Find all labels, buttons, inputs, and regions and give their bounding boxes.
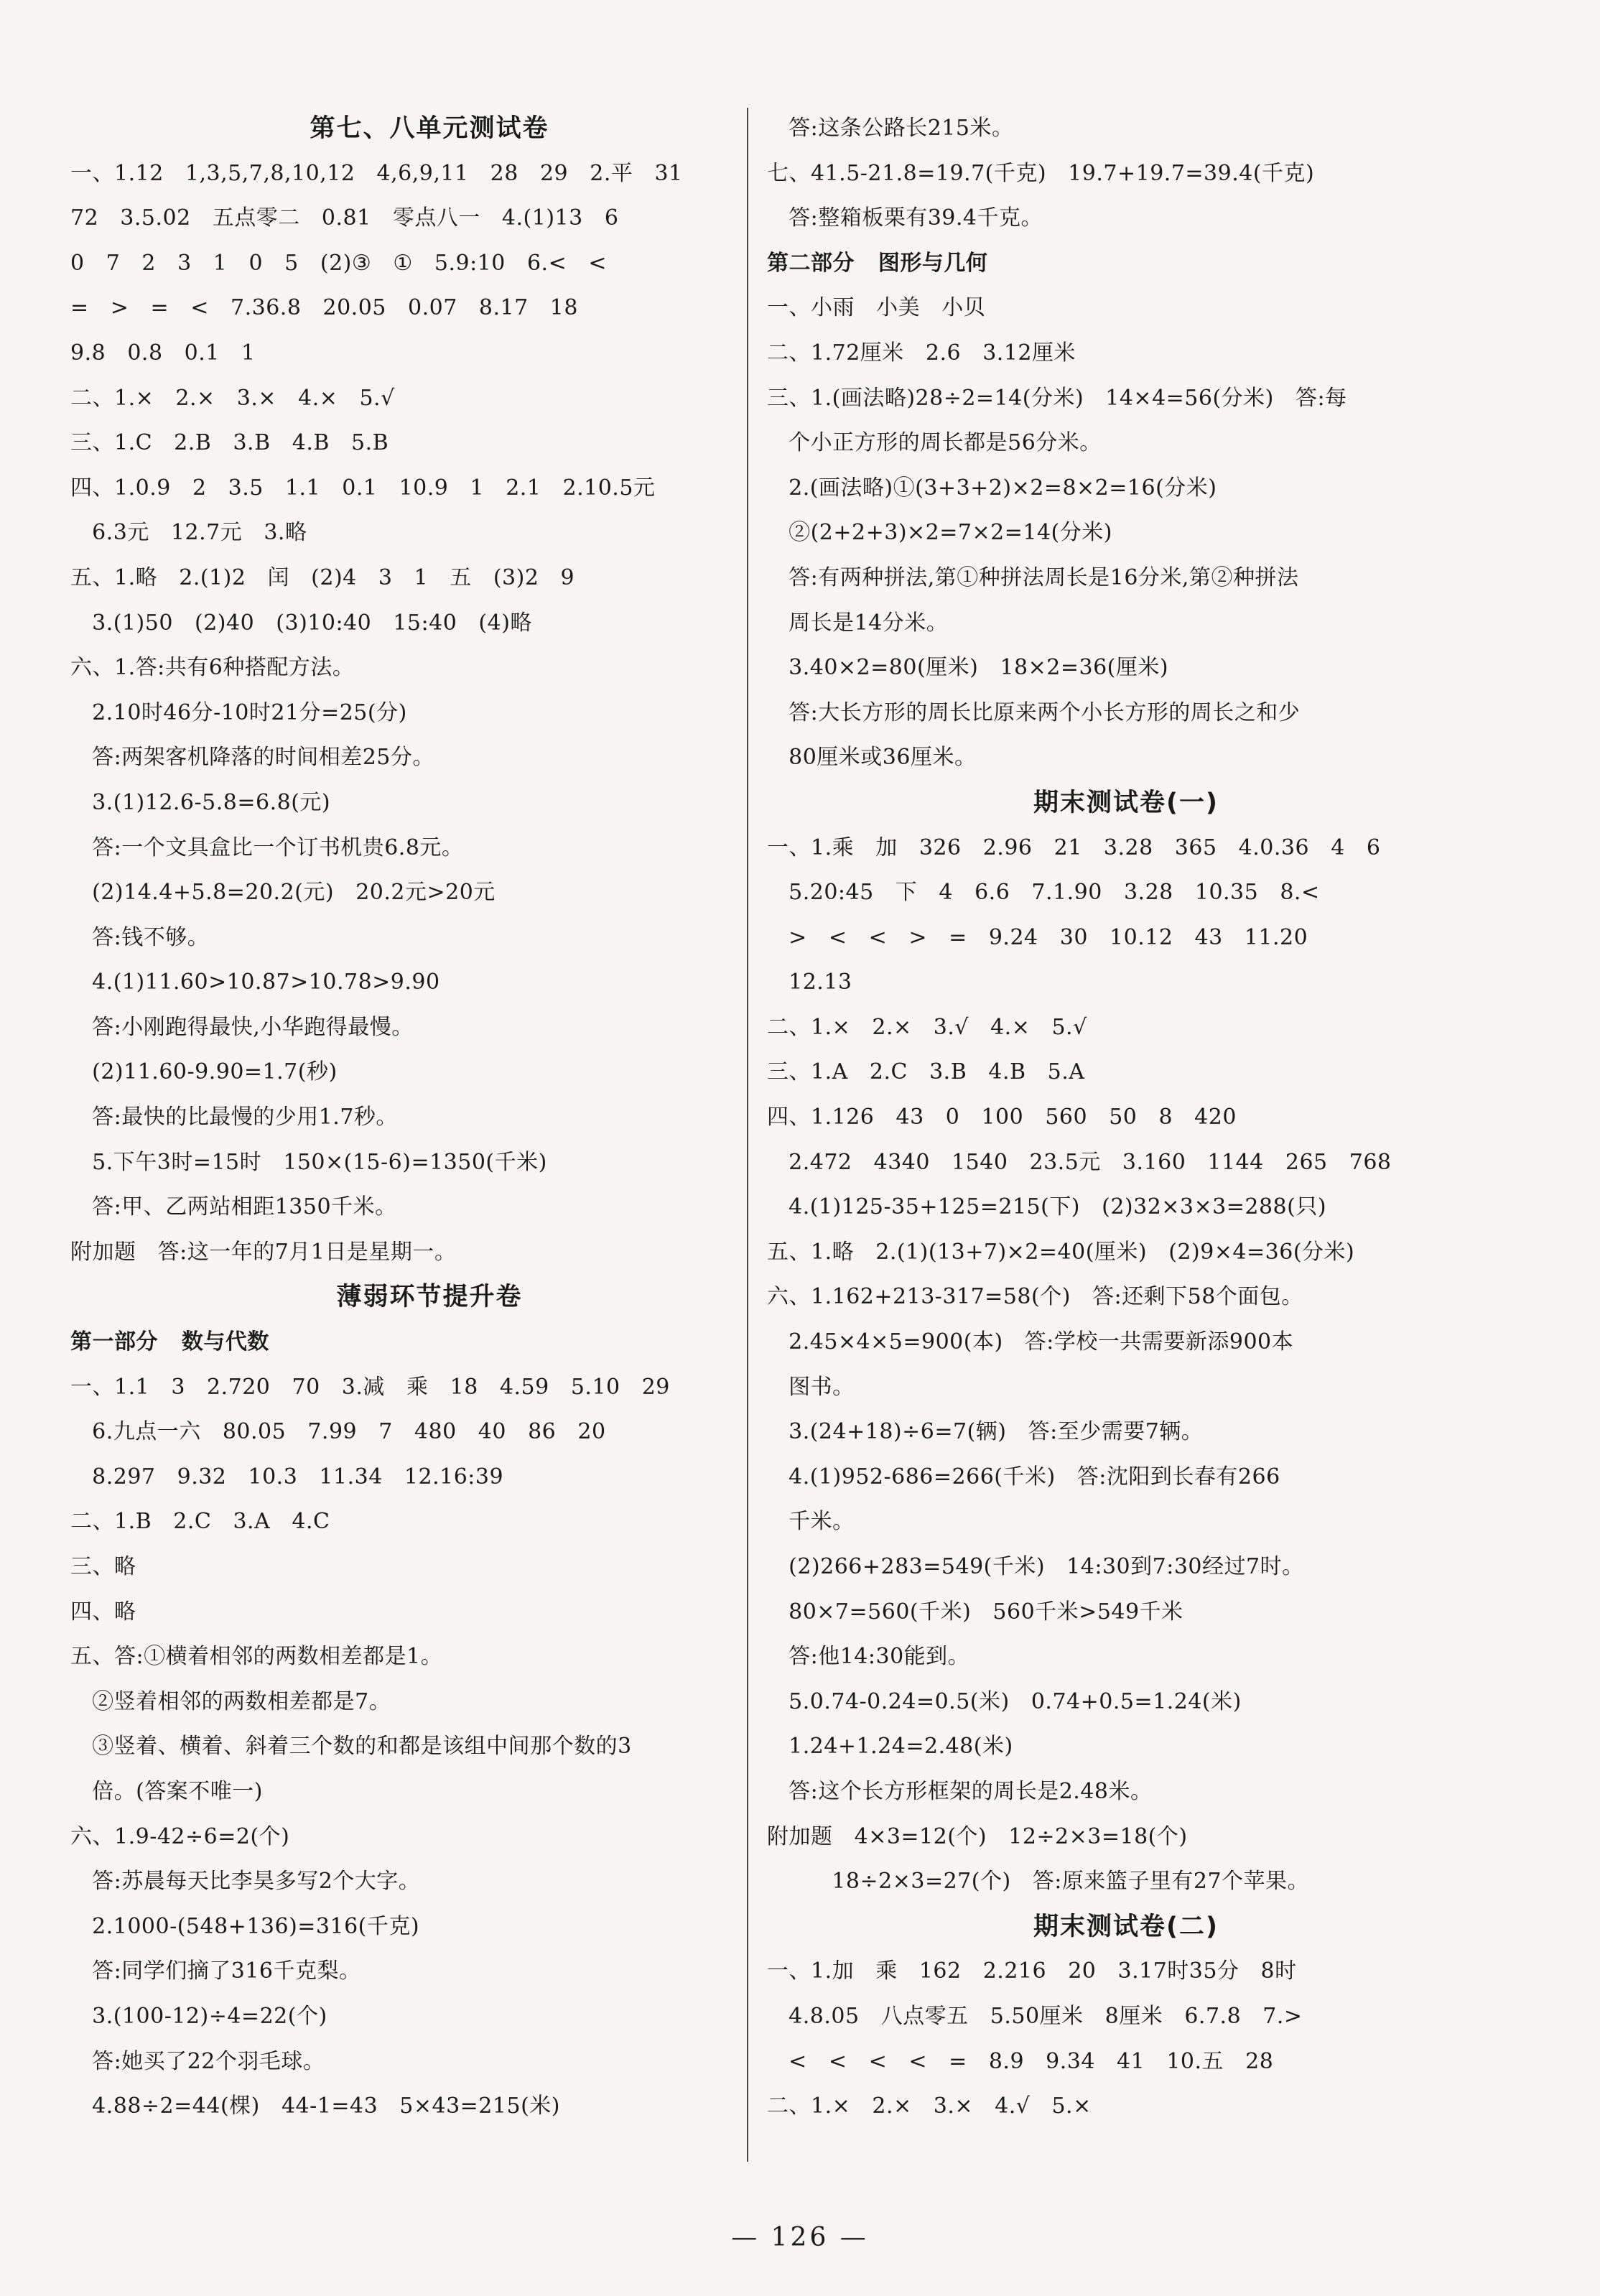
answer-line: 答:他14:30能到。	[767, 1644, 970, 1670]
answer-line: 答:整箱板栗有39.4千克。	[767, 205, 1043, 231]
answer-line: 五、1.略 2.(1)2 闰 (2)4 3 1 五 (3)2 9	[70, 564, 575, 590]
answer-line: 二、1.B 2.C 3.A 4.C	[70, 1509, 330, 1535]
answer-line: 附加题 4×3=12(个) 12÷2×3=18(个)	[767, 1823, 1188, 1849]
column-divider	[747, 108, 748, 2162]
answer-line: 答:有两种拼法,第①种拼法周长是16分米,第②种拼法	[767, 564, 1299, 590]
answer-line: 七、41.5-21.8=19.7(千克) 19.7+19.7=39.4(千克)	[767, 160, 1315, 186]
answer-line: 0 7 2 3 1 0 5 (2)③ ① 5.9:10 6.< <	[70, 250, 607, 276]
answer-line: 答:最快的比最慢的少用1.7秒。	[70, 1105, 398, 1130]
answer-line: 一、1.1 3 2.720 70 3.减 乘 18 4.59 5.10 29	[70, 1374, 670, 1400]
section-title: 第七、八单元测试卷	[310, 114, 549, 143]
answer-line: 答:这个长方形框架的周长是2.48米。	[767, 1778, 1153, 1804]
answer-line: 5.20:45 下 4 6.6 7.1.90 3.28 10.35 8.<	[767, 880, 1320, 906]
answer-line: 六、1.162+213-317=58(个) 答:还剩下58个面包。	[767, 1284, 1303, 1310]
answer-line: 三、略	[70, 1554, 136, 1579]
answer-line: 一、1.12 1,3,5,7,8,10,12 4,6,9,11 28 29 2.平 31	[70, 160, 683, 186]
left-column	[70, 106, 789, 2129]
answer-line: ②竖着相邻的两数相差都是7。	[70, 1688, 391, 1714]
answer-line: 二、1.72厘米 2.6 3.12厘米	[767, 340, 1076, 366]
answer-line: 8.297 9.32 10.3 11.34 12.16:39	[70, 1464, 504, 1489]
answer-line: (2)11.60-9.90=1.7(秒)	[70, 1059, 338, 1085]
answer-line: 周长是14分米。	[767, 610, 949, 636]
answer-line: 六、1.答:共有6种搭配方法。	[70, 655, 355, 681]
answer-line: 80×7=560(千米) 560千米>549千米	[767, 1599, 1183, 1625]
answer-line: 二、1.× 2.× 3.× 4.√ 5.×	[767, 2093, 1092, 2119]
answer-line: 六、1.9-42÷6=2(个)	[70, 1823, 290, 1849]
answer-line: 答:她买了22个羽毛球。	[70, 2048, 325, 2074]
answer-line: 一、1.乘 加 326 2.96 21 3.28 365 4.0.36 4 6	[767, 835, 1381, 860]
answer-line: 18÷2×3=27(个) 答:原来篮子里有27个苹果。	[767, 1869, 1310, 1895]
answer-line: > < < > = 9.24 30 10.12 43 11.20	[767, 924, 1308, 950]
answer-line: 6.九点一六 80.05 7.99 7 480 40 86 20	[70, 1419, 606, 1445]
answer-line: 4.8.05 八点零五 5.50厘米 8厘米 6.7.8 7.>	[767, 2003, 1303, 2029]
answer-line: 80厘米或36厘米。	[767, 745, 977, 771]
answer-line: 3.(24+18)÷6=7(辆) 答:至少需要7辆。	[767, 1419, 1204, 1445]
answer-line: 3.40×2=80(厘米) 18×2=36(厘米)	[767, 655, 1169, 681]
answer-line: 答:这条公路长215米。	[767, 116, 1014, 141]
answer-line: 四、1.0.9 2 3.5 1.1 0.1 10.9 1 2.1 2.10.5元	[70, 475, 656, 501]
answer-line: 图书。	[767, 1374, 855, 1400]
answer-line: (2)266+283=549(千米) 14:30到7:30经过7时。	[767, 1554, 1304, 1579]
answer-line: 五、1.略 2.(1)(13+7)×2=40(厘米) (2)9×4=36(分米)	[767, 1239, 1355, 1265]
answer-line: 答:两架客机降落的时间相差25分。	[70, 745, 434, 771]
answer-line: 3.(100-12)÷4=22(个)	[70, 2003, 327, 2029]
answer-line: 答:钱不够。	[70, 924, 210, 950]
section-title: 薄弱环节提升卷	[336, 1283, 523, 1312]
answer-line: 一、1.加 乘 162 2.216 20 3.17时35分 8时	[767, 1958, 1297, 1984]
answer-line: 1.24+1.24=2.48(米)	[767, 1734, 1013, 1760]
answer-line: 4.(1)952-686=266(千米) 答:沈阳到长春有266	[767, 1464, 1280, 1489]
answer-line: 2.(画法略)①(3+3+2)×2=8×2=16(分米)	[767, 475, 1217, 501]
answer-line: 千米。	[767, 1509, 855, 1535]
answer-line: 5.0.74-0.24=0.5(米) 0.74+0.5=1.24(米)	[767, 1688, 1242, 1714]
answer-line: 倍。(答案不唯一)	[70, 1778, 264, 1804]
answer-line: 4.(1)11.60>10.87>10.78>9.90	[70, 970, 440, 995]
answer-line: 附加题 答:这一年的7月1日是星期一。	[70, 1239, 457, 1265]
answer-line: 12.13	[767, 970, 852, 995]
answer-line: 4.(1)125-35+125=215(下) (2)32×3×3=288(只)	[767, 1194, 1327, 1220]
answer-line: 2.472 4340 1540 23.5元 3.160 1144 265 768	[767, 1149, 1392, 1175]
answer-line: 答:同学们摘了316千克梨。	[70, 1958, 361, 1984]
answer-line: 5.下午3时=15时 150×(15-6)=1350(千米)	[70, 1149, 547, 1175]
part-heading: 第二部分 图形与几何	[767, 250, 988, 276]
answer-line: 6.3元 12.7元 3.略	[70, 520, 307, 546]
answer-line: < < < < = 8.9 9.34 41 10.五 28	[767, 2048, 1274, 2074]
answer-line: 三、1.A 2.C 3.B 4.B 5.A	[767, 1059, 1085, 1085]
answer-line: 3.(1)12.6-5.8=6.8(元)	[70, 789, 331, 815]
answer-line: 二、1.× 2.× 3.× 4.× 5.√	[70, 385, 395, 411]
answer-line: 一、小雨 小美 小贝	[767, 295, 986, 321]
answer-line: 个小正方形的周长都是56分米。	[767, 430, 1102, 456]
answer-line: 三、1.C 2.B 3.B 4.B 5.B	[70, 430, 389, 456]
answer-line: 二、1.× 2.× 3.√ 4.× 5.√	[767, 1014, 1087, 1040]
answer-line: 答:大长方形的周长比原来两个小长方形的周长之和少	[767, 700, 1301, 725]
answer-line: 四、1.126 43 0 100 560 50 8 420	[767, 1105, 1237, 1130]
part-heading: 第一部分 数与代数	[70, 1329, 269, 1355]
answer-line: 2.45×4×5=900(本) 答:学校一共需要新添900本	[767, 1329, 1294, 1355]
answer-line: 四、略	[70, 1599, 136, 1625]
section-title: 期末测试卷(二)	[1033, 1912, 1219, 1941]
section-title: 期末测试卷(一)	[1033, 788, 1219, 817]
answer-line: 2.1000-(548+136)=316(千克)	[70, 1913, 420, 1939]
answer-line: 答:甲、乙两站相距1350千米。	[70, 1194, 397, 1220]
answer-line: ③竖着、横着、斜着三个数的和都是该组中间那个数的3	[70, 1734, 632, 1760]
answer-line: ②(2+2+3)×2=7×2=14(分米)	[767, 520, 1112, 546]
answer-line: 72 3.5.02 五点零二 0.81 零点八一 4.(1)13 6	[70, 205, 619, 231]
right-column	[767, 106, 1485, 2129]
answer-line: 9.8 0.8 0.1 1	[70, 340, 256, 366]
answer-line: 答:小刚跑得最快,小华跑得最慢。	[70, 1014, 414, 1040]
answer-line: 答:苏晨每天比李昊多写2个大字。	[70, 1869, 421, 1895]
answer-line: 2.10时46分-10时21分=25(分)	[70, 700, 407, 725]
answer-line: = > = < 7.36.8 20.05 0.07 8.17 18	[70, 295, 578, 321]
answer-line: (2)14.4+5.8=20.2(元) 20.2元>20元	[70, 880, 496, 906]
answer-line: 三、1.(画法略)28÷2=14(分米) 14×4=56(分米) 答:每	[767, 385, 1347, 411]
answer-line: 3.(1)50 (2)40 (3)10:40 15:40 (4)略	[70, 610, 532, 636]
answer-line: 答:一个文具盒比一个订书机贵6.8元。	[70, 835, 464, 860]
answer-line: 五、答:①横着相邻的两数相差都是1。	[70, 1644, 443, 1670]
answer-line: 4.88÷2=44(棵) 44-1=43 5×43=215(米)	[70, 2093, 560, 2119]
page-number: — 126 —	[731, 2223, 869, 2252]
